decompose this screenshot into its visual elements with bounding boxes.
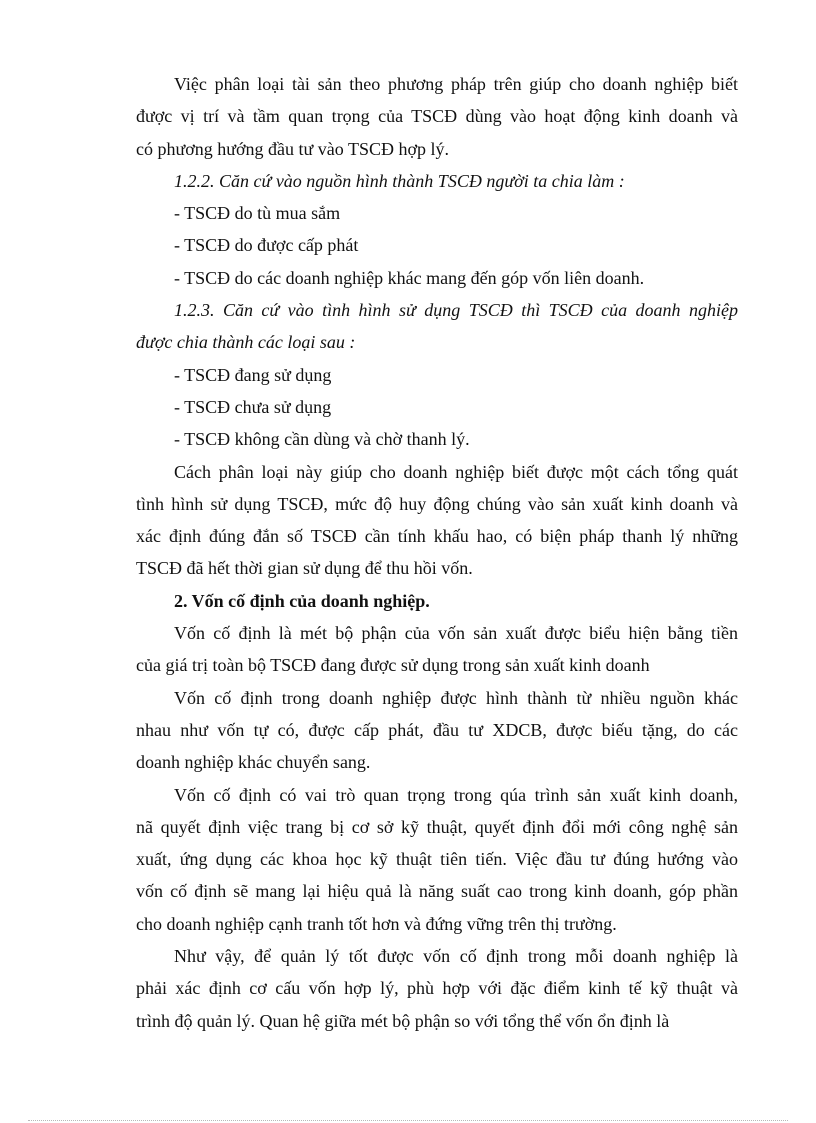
paragraph-1 xyxy=(136,68,738,165)
paragraph-line: xuất, ứng dụng các khoa học kỹ thuật tiên tiến. Việc đầu tư đúng hướng vào xyxy=(136,849,738,870)
paragraph-fixed-capital-role xyxy=(136,779,738,940)
paragraph-line: Như vậy, để quản lý tốt được vốn cố định trong mỗi doanh nghiệp là xyxy=(174,946,738,967)
section-1-2-2 xyxy=(136,165,738,197)
paragraph-line: vốn cố định sẽ mang lại hiệu quả là năng suất cao trong kinh doanh, góp phần xyxy=(136,881,738,902)
list-text: - TSCĐ do tù mua sắm xyxy=(174,203,341,224)
list-item-3 xyxy=(136,262,738,294)
list-text: - TSCĐ đang sử dụng xyxy=(174,364,332,385)
paragraph-classification xyxy=(136,456,738,585)
paragraph-line: TSCĐ đã hết thời gian sử dụng để thu hồi vốn. xyxy=(136,558,473,579)
document-page xyxy=(136,68,738,1037)
paragraph-line: tình hình sử dụng TSCĐ, mức độ huy động chúng vào sản xuất kinh doanh và xyxy=(136,493,738,514)
paragraph-line: trình độ quản lý. Quan hệ giữa mét bộ phận so với tổng thể vốn ổn định là xyxy=(136,1010,670,1031)
paragraph-line: nhau như vốn tự có, được cấp phát, đầu tư XDCB, được biếu tặng, do các xyxy=(136,719,738,740)
section-title-line: 1.2.3. Căn cứ vào tình hình sử dụng TSCĐ thì TSCĐ của doanh nghiệp xyxy=(174,300,738,321)
section-title-line: được chia thành các loại sau : xyxy=(136,332,356,353)
paragraph-line: Cách phân loại này giúp cho doanh nghiệp biết được một cách tổng quát xyxy=(174,461,738,482)
section-1-2-3 xyxy=(136,294,738,359)
paragraph-fixed-capital-management xyxy=(136,940,738,1037)
list-item-6 xyxy=(136,423,738,455)
list-item-2 xyxy=(136,229,738,261)
section-heading-2 xyxy=(136,585,738,617)
section-title: 1.2.2. Căn cứ vào nguồn hình thành TSCĐ người ta chia làm : xyxy=(174,170,625,191)
list-text: - TSCĐ chưa sử dụng xyxy=(174,396,332,417)
paragraph-line: có phương hướng đầu tư vào TSCĐ hợp lý. xyxy=(136,138,449,159)
paragraph-line: xác định đúng đắn số TSCĐ cần tính khấu hao, có biện pháp thanh lý những xyxy=(136,526,738,547)
list-text: - TSCĐ không cần dùng và chờ thanh lý. xyxy=(174,429,470,450)
paragraph-line: phải xác định cơ cấu vốn hợp lý, phù hợp với đặc điểm kinh tế kỹ thuật và xyxy=(136,978,738,999)
list-item-5 xyxy=(136,391,738,423)
paragraph-line: được vị trí và tầm quan trọng của TSCĐ dùng vào hoạt động kinh doanh và xyxy=(136,106,738,127)
list-text: - TSCĐ do được cấp phát xyxy=(174,235,359,256)
paragraph-line: Việc phân loại tài sản theo phương pháp trên giúp cho doanh nghiệp biết xyxy=(174,74,738,94)
paragraph-line: Vốn cố định có vai trò quan trọng trong qúa trình sản xuất kinh doanh, xyxy=(174,784,738,805)
paragraph-line: nã quyết định việc trang bị cơ sở kỹ thuật, quyết định đổi mới công nghệ sản xyxy=(136,816,738,837)
paragraph-line: cho doanh nghiệp cạnh tranh tốt hơn và đứng vững trên thị trường. xyxy=(136,913,617,934)
list-item-4 xyxy=(136,359,738,391)
page-bottom-divider xyxy=(28,1120,788,1121)
paragraph-line: Vốn cố định là mét bộ phận của vốn sản xuất được biểu hiện bằng tiền xyxy=(174,623,738,644)
paragraph-fixed-capital-definition xyxy=(136,617,738,682)
paragraph-line: Vốn cố định trong doanh nghiệp được hình thành từ nhiều nguồn khác xyxy=(174,687,738,708)
heading-text: 2. Vốn cố định của doanh nghiệp. xyxy=(174,590,430,611)
paragraph-line: doanh nghiệp khác chuyển sang. xyxy=(136,752,371,773)
list-text: - TSCĐ do các doanh nghiệp khác mang đến góp vốn liên doanh. xyxy=(174,267,645,288)
list-item-1 xyxy=(136,197,738,229)
paragraph-line: của giá trị toàn bộ TSCĐ đang được sử dụng trong sản xuất kinh doanh xyxy=(136,655,650,676)
paragraph-fixed-capital-sources xyxy=(136,682,738,779)
